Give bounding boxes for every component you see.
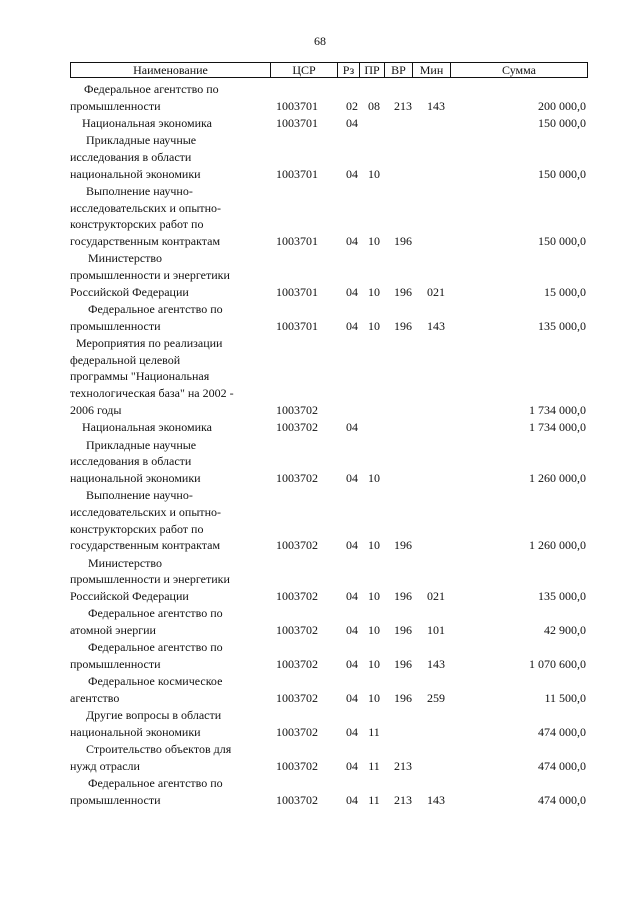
cell-rz: 04: [346, 622, 358, 637]
row-name: [70, 775, 275, 808]
row-name-line: исследования в области: [70, 454, 192, 469]
row-name-line: атомной энергии: [70, 622, 156, 637]
row-name-line: конструкторских работ по: [70, 217, 204, 232]
cell-sum: 15 000,0: [544, 284, 586, 299]
row-name-line: агентство: [70, 690, 120, 705]
row-name-line: национальной экономики: [70, 724, 201, 739]
cell-csr: 1003702: [276, 588, 318, 603]
table-row: [0, 741, 640, 774]
cell-sum: 135 000,0: [538, 588, 586, 603]
cell-min: 143: [427, 656, 445, 671]
row-name-line: нужд отрасли: [70, 758, 140, 773]
cell-csr: 1003701: [276, 284, 318, 299]
table-row: [0, 132, 640, 182]
row-name-line: Министерство: [88, 251, 162, 266]
row-name-line: промышленности и энергетики: [70, 268, 230, 283]
row-name: [70, 301, 275, 334]
cell-sum: 1 734 000,0: [529, 420, 586, 435]
cell-vr: 196: [394, 538, 412, 553]
cell-vr: 196: [394, 690, 412, 705]
row-name: [70, 250, 275, 300]
cell-vr: 196: [394, 656, 412, 671]
cell-csr: 1003702: [276, 420, 318, 435]
header-csr: ЦСР: [271, 63, 338, 77]
cell-pr: 11: [368, 758, 380, 773]
table-header: [70, 62, 588, 78]
header-sum: Сумма: [502, 63, 536, 77]
cell-vr: 213: [394, 792, 412, 807]
cell-min: 143: [427, 98, 445, 113]
cell-min: 259: [427, 690, 445, 705]
cell-csr: 1003702: [276, 758, 318, 773]
row-name: [70, 335, 275, 418]
row-name-line: государственным контрактам: [70, 538, 221, 553]
cell-rz: 04: [346, 588, 358, 603]
cell-rz: 04: [346, 792, 358, 807]
row-name-line: федеральной целевой: [70, 352, 181, 367]
cell-csr: 1003701: [276, 234, 318, 249]
cell-pr: 10: [368, 470, 380, 485]
row-name-line: Прикладные научные: [86, 437, 197, 452]
table-row: [0, 639, 640, 672]
cell-rz: 04: [346, 115, 358, 130]
header-min: Мин: [413, 63, 451, 77]
header-rz: Рз: [338, 63, 360, 77]
table-row: [0, 707, 640, 740]
row-name-line: исследования в области: [70, 149, 192, 164]
cell-pr: 10: [368, 622, 380, 637]
cell-rz: 04: [346, 538, 358, 553]
row-name: [70, 707, 275, 740]
row-name-line: Федеральное космическое: [88, 674, 223, 689]
row-name: [70, 132, 275, 182]
cell-csr: 1003701: [276, 166, 318, 181]
table-row: [0, 115, 640, 132]
row-name-line: Федеральное агентство по: [84, 82, 219, 96]
row-name-line: Выполнение научно-: [86, 184, 193, 198]
row-name-line: Мероприятия по реализации: [76, 336, 223, 351]
cell-rz: 04: [346, 656, 358, 671]
row-name: [70, 673, 275, 706]
table-row: [0, 437, 640, 487]
row-name-line: программы "Национальная: [70, 369, 210, 384]
cell-rz: 04: [346, 470, 358, 485]
table-row: [0, 775, 640, 808]
row-name-line: государственным контрактам: [70, 234, 221, 249]
cell-min: 143: [427, 792, 445, 807]
row-name-line: исследовательских и опытно-: [70, 504, 222, 519]
table-row: [0, 250, 640, 300]
row-name-line: промышленности: [70, 656, 161, 671]
cell-vr: 196: [394, 284, 412, 299]
cell-sum: 1 070 600,0: [529, 656, 586, 671]
cell-pr: 11: [368, 724, 380, 739]
table-row: [0, 419, 640, 436]
row-name: [70, 437, 275, 487]
cell-sum: 474 000,0: [538, 792, 586, 807]
cell-sum: 11 500,0: [544, 690, 586, 705]
table-row: [0, 335, 640, 419]
row-name: [70, 183, 275, 250]
cell-min: 021: [427, 284, 445, 299]
cell-sum: 150 000,0: [538, 234, 586, 249]
row-name: [70, 115, 275, 132]
cell-pr: 08: [368, 98, 380, 113]
table-row: [0, 183, 640, 250]
cell-rz: 04: [346, 758, 358, 773]
table-row: [0, 673, 640, 706]
row-name: [70, 639, 275, 672]
cell-sum: 1 260 000,0: [529, 470, 586, 485]
cell-min: 143: [427, 318, 445, 333]
row-name-line: национальной экономики: [70, 166, 201, 181]
row-name-line: Прикладные научные: [86, 133, 197, 148]
cell-sum: 42 900,0: [544, 622, 586, 637]
row-name: [70, 81, 275, 114]
cell-vr: 196: [394, 588, 412, 603]
row-name-line: промышленности: [70, 318, 161, 333]
row-name: [70, 555, 275, 605]
cell-pr: 10: [368, 284, 380, 299]
row-name-line: Российской Федерации: [70, 588, 189, 603]
cell-pr: 10: [368, 656, 380, 671]
row-name-line: исследовательских и опытно-: [70, 200, 222, 215]
cell-pr: 11: [368, 792, 380, 807]
cell-pr: 10: [368, 166, 380, 181]
row-name-line: Федеральное агентство по: [88, 640, 223, 655]
row-name: [70, 419, 275, 436]
cell-csr: 1003702: [276, 470, 318, 485]
cell-sum: 1 734 000,0: [529, 402, 586, 417]
cell-vr: 196: [394, 622, 412, 637]
row-name-line: Национальная экономика: [82, 116, 212, 130]
row-name-line: Российской Федерации: [70, 284, 189, 299]
row-name-line: Министерство: [88, 555, 162, 570]
cell-rz: 04: [346, 690, 358, 705]
cell-rz: 04: [346, 724, 358, 739]
cell-csr: 1003702: [276, 792, 318, 807]
row-name-line: промышленности: [70, 792, 161, 807]
cell-csr: 1003702: [276, 622, 318, 637]
row-name-line: промышленности и энергетики: [70, 572, 230, 587]
table-row: [0, 555, 640, 605]
row-name: [70, 605, 275, 638]
row-name-line: Выполнение научно-: [86, 488, 193, 503]
cell-vr: 196: [394, 318, 412, 333]
header-vr: ВР: [385, 63, 413, 77]
cell-pr: 10: [368, 588, 380, 603]
row-name: [70, 487, 275, 554]
cell-csr: 1003702: [276, 656, 318, 671]
cell-sum: 474 000,0: [538, 724, 586, 739]
table-row: [0, 301, 640, 334]
row-name-line: Федеральное агентство по: [88, 606, 223, 621]
cell-pr: 10: [368, 538, 380, 553]
cell-sum: 135 000,0: [538, 318, 586, 333]
cell-csr: 1003702: [276, 538, 318, 553]
row-name-line: национальной экономики: [70, 470, 201, 485]
cell-csr: 1003702: [276, 402, 318, 417]
cell-rz: 02: [346, 98, 358, 113]
cell-sum: 1 260 000,0: [529, 538, 586, 553]
cell-rz: 04: [346, 420, 358, 435]
cell-sum: 200 000,0: [538, 98, 586, 113]
table-row: [0, 487, 640, 554]
page-number: 68: [314, 34, 326, 48]
cell-csr: 1003702: [276, 724, 318, 739]
row-name-line: конструкторских работ по: [70, 521, 204, 536]
cell-csr: 1003701: [276, 98, 318, 113]
row-name-line: 2006 годы: [70, 402, 122, 417]
cell-pr: 10: [368, 690, 380, 705]
row-name-line: Федеральное агентство по: [88, 776, 223, 791]
table-row: [0, 605, 640, 638]
cell-rz: 04: [346, 284, 358, 299]
row-name-line: Строительство объектов для: [86, 742, 232, 757]
row-name-line: Другие вопросы в области: [86, 708, 222, 723]
cell-rz: 04: [346, 166, 358, 181]
row-name: [70, 741, 275, 774]
header-pr: ПР: [360, 63, 385, 77]
table-row: [0, 81, 640, 114]
cell-csr: 1003702: [276, 690, 318, 705]
cell-csr: 1003701: [276, 115, 318, 130]
cell-min: 101: [427, 622, 445, 637]
row-name-line: технологическая база" на 2002 -: [70, 386, 234, 401]
cell-pr: 10: [368, 234, 380, 249]
row-name-line: Федеральное агентство по: [88, 302, 223, 317]
cell-sum: 474 000,0: [538, 758, 586, 773]
row-name-line: Национальная экономика: [82, 420, 212, 435]
cell-vr: 213: [394, 98, 412, 113]
header-name: Наименование: [71, 63, 271, 77]
cell-rz: 04: [346, 234, 358, 249]
cell-sum: 150 000,0: [538, 166, 586, 181]
cell-pr: 10: [368, 318, 380, 333]
cell-sum: 150 000,0: [538, 115, 586, 130]
cell-csr: 1003701: [276, 318, 318, 333]
cell-vr: 196: [394, 234, 412, 249]
row-name-line: промышленности: [70, 98, 161, 113]
cell-vr: 213: [394, 758, 412, 773]
cell-rz: 04: [346, 318, 358, 333]
cell-min: 021: [427, 588, 445, 603]
